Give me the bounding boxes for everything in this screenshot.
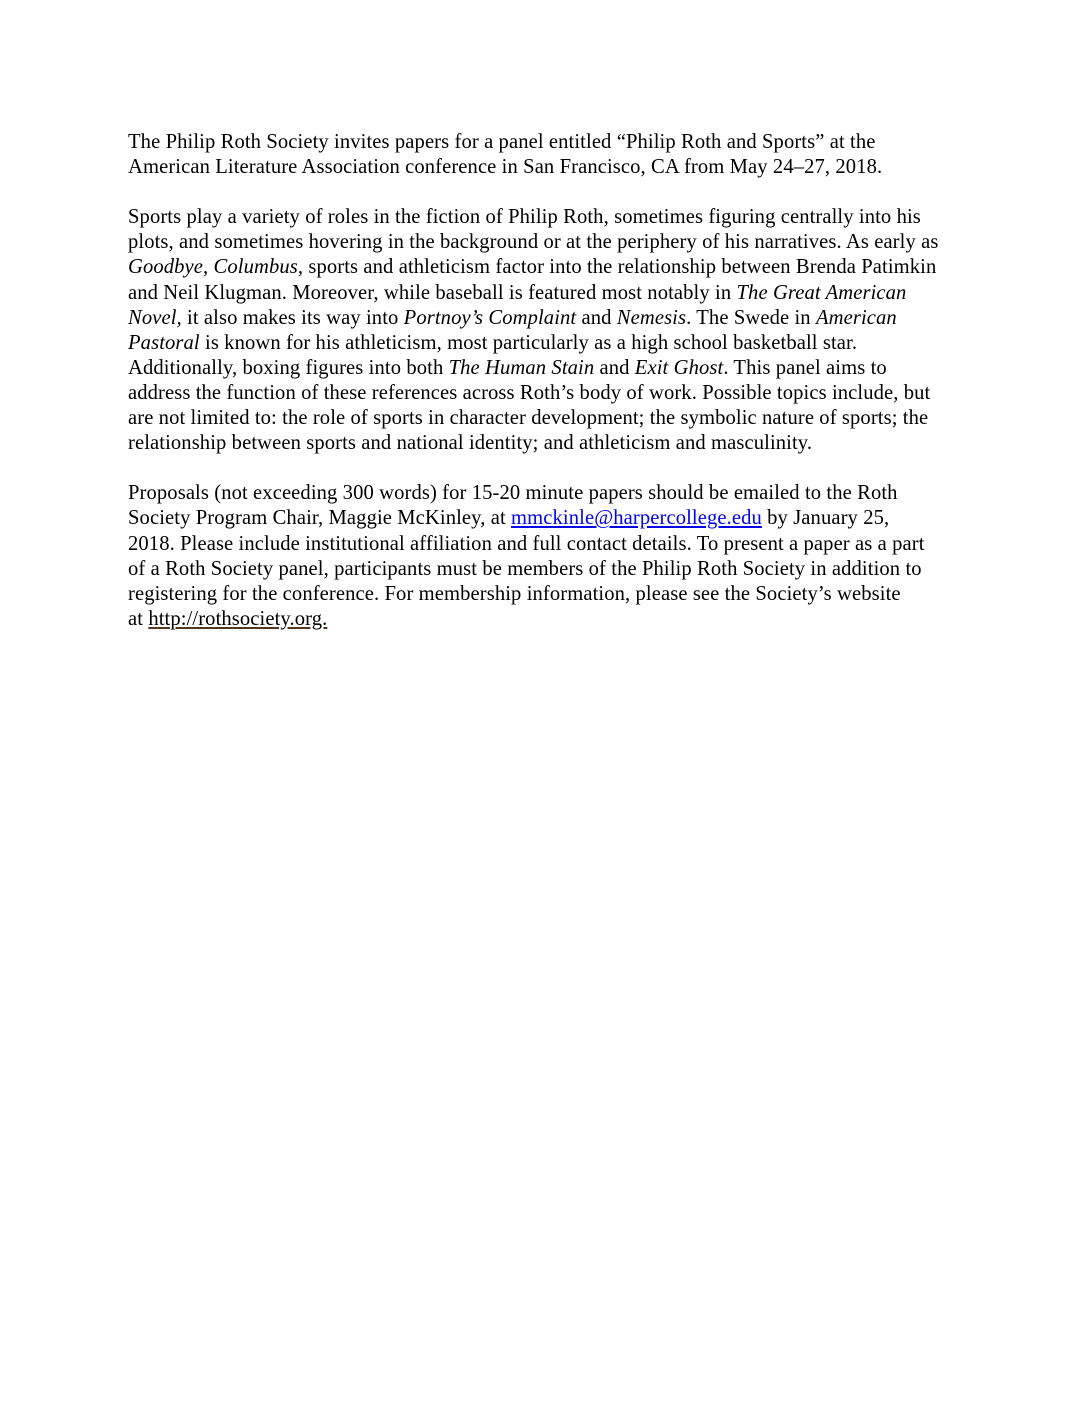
email-link[interactable]: mmckinle@harpercollege.edu — [511, 507, 762, 530]
text-line — [128, 506, 973, 531]
text-run: registering for the conference. For membership information, please see the Society’s website — [128, 582, 901, 605]
text-line — [128, 331, 973, 356]
text-line — [128, 255, 973, 280]
text-line — [128, 481, 973, 506]
text-line — [128, 281, 973, 306]
italic-text-run: The Human Stain — [448, 356, 595, 379]
document-content — [128, 130, 973, 657]
text-run: are not limited to: the role of sports in character development; the symbolic nature of sports; the — [128, 407, 929, 430]
text-run: Sports play a variety of roles in the fiction of Philip Roth, sometimes figuring centrally into his — [128, 206, 921, 229]
text-run: The Philip Roth Society invites papers for a panel entitled “Philip Roth and Sports” at the — [128, 131, 876, 153]
website-link[interactable]: http://rothsociety.org. — [148, 607, 328, 630]
italic-text-run: Pastoral — [128, 331, 200, 354]
text-line — [128, 130, 973, 155]
text-run: by January 25, — [761, 507, 890, 530]
text-run: address the function of these references across Roth’s body of work. Possible topics include, but — [128, 381, 931, 404]
italic-text-run: Goodbye, Columbus, — [128, 256, 304, 279]
text-run: it also makes its way into — [181, 306, 404, 329]
italic-text-run: Nemesis — [616, 306, 687, 329]
text-run: at — [128, 607, 149, 630]
italic-text-run: American — [815, 306, 897, 329]
text-run: is known for his athleticism, most particularly as a high school basketball star. — [199, 331, 858, 354]
text-line — [128, 406, 973, 431]
italic-text-run: The Great American — [736, 281, 907, 304]
text-line — [128, 532, 973, 557]
text-line — [128, 205, 973, 230]
text-line — [128, 582, 973, 607]
paragraph-3 — [128, 481, 973, 632]
text-run: of a Roth Society panel, participants must be members of the Philip Roth Society in addition to — [128, 557, 922, 580]
text-line — [128, 230, 973, 255]
text-run: 2018. Please include institutional affiliation and full contact details. To present a paper as a part — [128, 532, 925, 555]
text-run: plots, and sometimes hovering in the background or at the periphery of his narratives. As early as — [128, 231, 939, 254]
text-run: and Neil Klugman. Moreover, while baseball is featured most notably in — [128, 281, 737, 304]
italic-text-run: Novel, — [128, 306, 182, 329]
text-line — [128, 431, 973, 456]
text-line — [128, 306, 973, 331]
text-line — [128, 356, 973, 381]
text-run: . This panel aims to — [723, 356, 887, 379]
text-run: . The Swede in — [686, 306, 816, 329]
text-run: Additionally, boxing figures into both — [128, 356, 449, 379]
text-run: and — [576, 306, 617, 329]
text-run: Proposals (not exceeding 300 words) for 15-20 minute papers should be emailed to the Roth — [128, 482, 898, 505]
text-line — [128, 155, 973, 180]
paragraph-2 — [128, 205, 973, 456]
text-line — [128, 381, 973, 406]
text-run: sports and athleticism factor into the relationship between Brenda Patimkin — [303, 256, 937, 279]
italic-text-run: Exit Ghost — [634, 356, 724, 379]
text-line — [128, 607, 973, 632]
text-run: Society Program Chair, Maggie McKinley, at — [128, 507, 512, 530]
italic-text-run: Portnoy’s Complaint — [403, 306, 577, 329]
paragraph-1 — [128, 130, 973, 180]
text-run: and — [594, 356, 635, 379]
text-line — [128, 557, 973, 582]
text-run: relationship between sports and national identity; and athleticism and masculinity. — [128, 432, 813, 455]
text-run: American Literature Association conference in San Francisco, CA from May 24–27, 2018. — [128, 156, 883, 179]
